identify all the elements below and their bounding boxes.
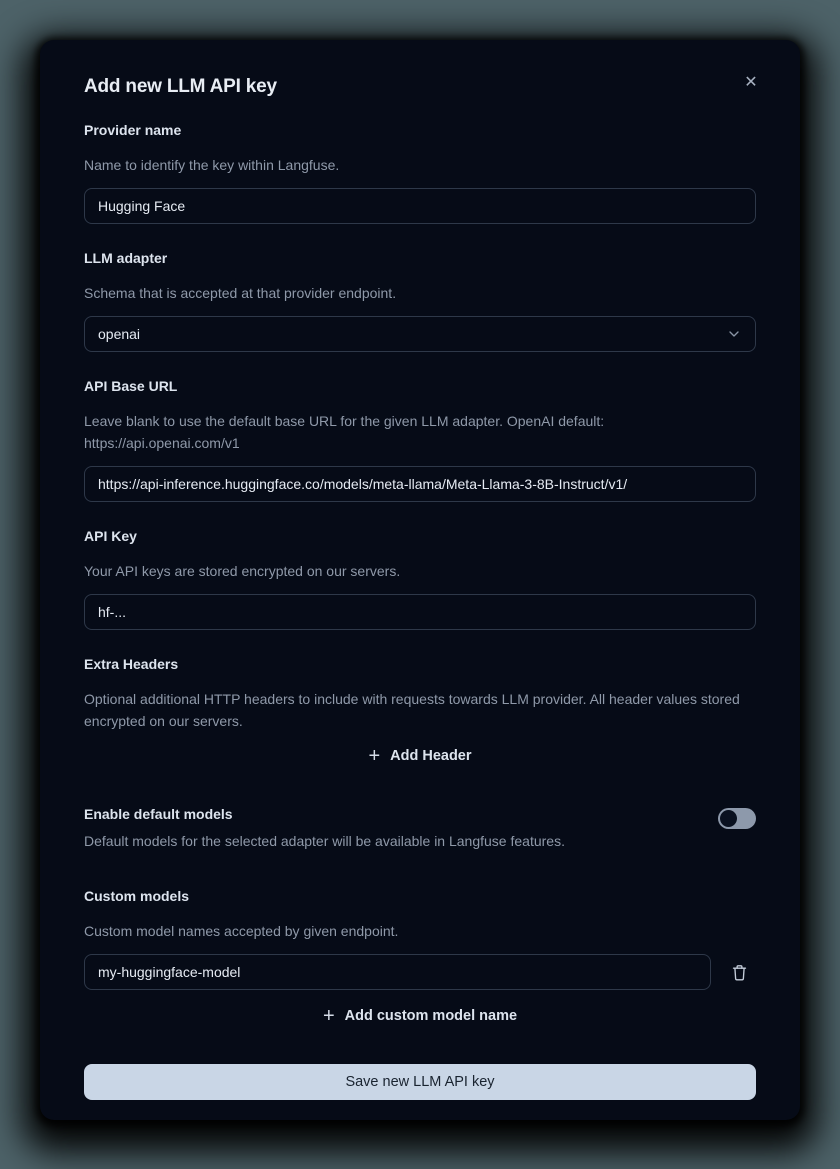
- llm-adapter-description: Schema that is accepted at that provider endpoint.: [84, 285, 397, 301]
- dialog-title: Add new LLM API key: [84, 76, 277, 97]
- api-base-url-label: API Base URL: [84, 378, 178, 394]
- api-key-label: API Key: [84, 528, 137, 544]
- api-key-field: [84, 528, 756, 630]
- save-llm-api-key-button[interactable]: Save new LLM API key: [84, 1064, 756, 1100]
- api-key-input[interactable]: [84, 594, 756, 630]
- enable-default-models-label: Enable default models: [84, 806, 233, 822]
- toggle-thumb: [720, 810, 737, 827]
- add-llm-api-key-dialog: [40, 40, 800, 1120]
- add-custom-model-button[interactable]: [84, 1004, 756, 1028]
- api-key-description: Your API keys are stored encrypted on our servers.: [84, 563, 401, 579]
- custom-models-label: Custom models: [84, 888, 190, 904]
- llm-adapter-select[interactable]: [84, 316, 756, 352]
- custom-model-input[interactable]: [84, 954, 711, 990]
- add-header-button-label: Add Header: [390, 748, 472, 764]
- llm-adapter-field: [84, 250, 756, 352]
- llm-adapter-label: LLM adapter: [84, 250, 168, 266]
- extra-headers-description: Optional additional HTTP headers to include with requests towards LLM provider. All header values stored encrypted on our servers.: [84, 691, 740, 729]
- enable-default-models-field: [84, 806, 756, 852]
- api-base-url-input[interactable]: [84, 466, 756, 502]
- plus-icon: +: [322, 1005, 335, 1027]
- api-base-url-field: [84, 378, 756, 502]
- add-header-button[interactable]: [84, 744, 756, 768]
- provider-name-description: Name to identify the key within Langfuse.: [84, 157, 340, 173]
- provider-name-field: [84, 122, 756, 224]
- chevron-down-icon: [726, 326, 742, 342]
- delete-custom-model-button[interactable]: [722, 955, 756, 989]
- plus-icon: +: [368, 745, 381, 767]
- dialog-header: [84, 76, 756, 98]
- enable-default-models-toggle[interactable]: [718, 808, 756, 829]
- provider-name-label: Provider name: [84, 122, 182, 138]
- close-icon[interactable]: ✕: [738, 70, 764, 96]
- extra-headers-label: Extra Headers: [84, 656, 179, 672]
- custom-model-row: [84, 954, 756, 990]
- llm-adapter-selected-value: openai: [98, 326, 141, 342]
- custom-models-field: [84, 888, 756, 1028]
- provider-name-input[interactable]: [84, 188, 756, 224]
- trash-icon: [730, 963, 749, 982]
- api-base-url-description: Leave blank to use the default base URL for the given LLM adapter. OpenAI default: https://api.openai.com/v1: [84, 413, 605, 451]
- custom-models-description: Custom model names accepted by given endpoint.: [84, 923, 399, 939]
- enable-default-models-text: [84, 806, 565, 852]
- extra-headers-field: [84, 656, 756, 768]
- enable-default-models-description: Default models for the selected adapter will be available in Langfuse features.: [84, 833, 565, 849]
- add-custom-model-button-label: Add custom model name: [344, 1008, 518, 1024]
